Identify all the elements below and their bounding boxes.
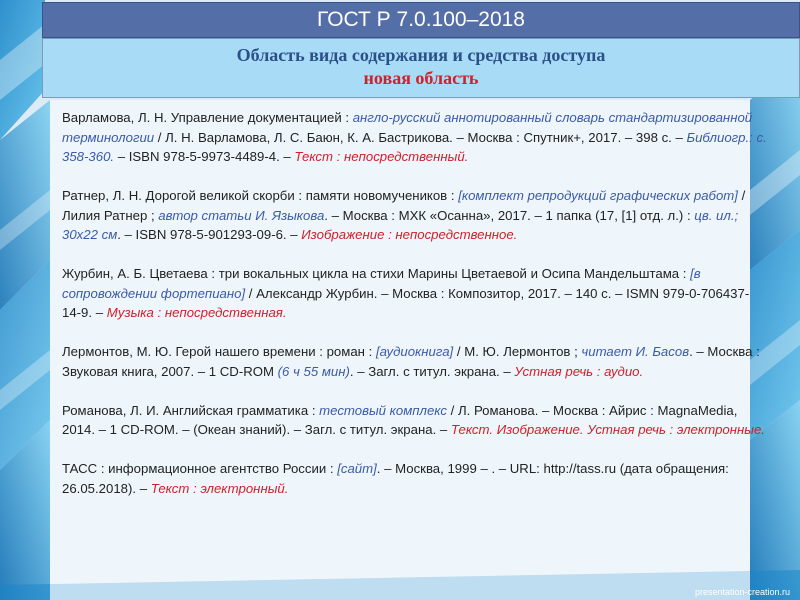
entry-text: / Л. Н. Варламова, Л. С. Баюн, К. А. Бастрикова. – Москва : Спутник+, 2017. – 398 с. – [154,129,687,145]
entry-text: . – ISBN 978-5-901293-09-6. – [117,227,302,242]
bibliography-entry [62,342,767,381]
entry-note: [аудиокнига] [375,344,454,359]
subtitle-heading: Область вида содержания и средства доступа [236,45,606,65]
entry-text: – ISBN 978-5-9973-4489-4. – [114,149,295,164]
bibliography-list [62,108,767,518]
entry-text: / Александр Журбин. – Москва : Композитор, 2017. – 140 с. – ISMN 979-0-706437-14-9. – [62,285,750,320]
bibliography-entry [62,459,767,498]
entry-note: тестовый комплекс [319,402,447,418]
entry-note: англо-русский аннотированный словарь стандартизированной терминологии [62,110,753,145]
entry-text: ТАСС : информационное агентство России : [62,461,338,476]
entry-note: цв. ил.; 30x22 см [62,207,739,242]
entry-note: Библиогр.: с. 358-360. [62,129,767,164]
entry-text: Ратнер, Л. Н. Дорогой великой скорби : памяти новомучеников : [62,188,459,203]
entry-text: . – Москва : Звуковая книга, 2007. – 1 CD-ROM [62,344,760,379]
watermark: presentation-creation.ru [694,587,790,597]
bibliography-entry [62,401,767,440]
entry-text: / Лилия Ратнер ; [62,188,746,223]
entry-text: . – Москва, 1999 – . – URL: http://tass.ru (дата обращения: 26.05.2018). – [62,461,729,496]
entry-content-type: Устная речь : аудио. [514,363,644,379]
subtitle-highlight: новая область [363,68,479,88]
bibliography-entry [62,108,767,167]
entry-content-type: Изображение : непосредственное. [301,227,518,242]
entry-text: Варламова, Л. Н. Управление документацией : [62,110,353,125]
page-title: ГОСТ Р 7.0.100–2018 [317,8,525,31]
entry-text: . – Москва : МХК «Осанна», 2017. – 1 папка (17, [1] отд. л.) : [324,207,695,223]
bibliography-entry [62,186,767,245]
entry-content-type: Текст : непосредственный. [294,149,469,164]
entry-note: [в сопровождении фортепиано] [62,266,701,301]
entry-text: Романова, Л. И. Английская грамматика : [62,402,320,418]
entry-note: [сайт] [337,461,377,476]
entry-text: / Л. Романова. – Москва : Айрис : MagnaMedia, 2014. – 1 CD-ROM. – (Океан знаний). – Загл. с титул. экрана. – [62,402,738,437]
bibliography-entry [62,264,767,323]
entry-note: читает И. Басов [581,344,690,359]
entry-text: Лермонтов, М. Ю. Герой нашего времени : роман : [62,344,376,359]
entry-text: Журбин, А. Б. Цветаева : три вокальных цикла на стихи Марины Цветаевой и Осипа Мандельштама : [62,266,691,281]
subtitle-bar [42,38,800,98]
entry-content-type: Текст : электронный. [150,480,289,496]
entry-content-type: Музыка : непосредственная. [106,305,287,320]
entry-content-type: Текст. Изображение. Устная речь : электронные. [450,422,765,437]
entry-note: автор статьи И. Языкова [158,207,325,223]
entry-text: . – Загл. с титул. экрана. – [349,363,515,379]
title-bar [42,2,800,38]
entry-note: (6 ч 55 мин) [277,363,350,379]
entry-text: / М. Ю. Лермонтов ; [453,344,582,359]
entry-note: [комплект репродукций графических работ] [458,188,738,203]
